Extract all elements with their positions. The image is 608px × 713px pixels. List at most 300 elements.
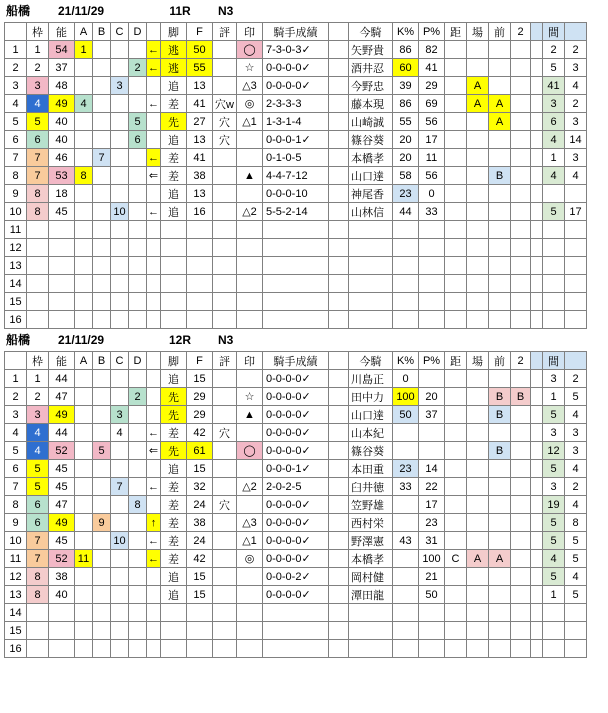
table-row[interactable] [5, 388, 587, 406]
rating-note: 穴 [213, 496, 237, 514]
row-number: 2 [5, 59, 27, 77]
waku-cell: 3 [27, 406, 49, 424]
mark-cell [237, 586, 263, 604]
empty-cell [187, 221, 213, 239]
row-number: 10 [5, 203, 27, 221]
empty-cell [445, 239, 467, 257]
arrow-cell [147, 131, 161, 149]
column-header: 印 [237, 23, 263, 41]
waku-cell: 2 [27, 388, 49, 406]
col-b: 5 [93, 442, 111, 460]
col-a [75, 442, 93, 460]
p-percent: 17 [419, 131, 445, 149]
empty-cell [147, 221, 161, 239]
empty-cell [349, 311, 393, 329]
record-spacer [329, 532, 349, 550]
empty-cell [467, 275, 489, 293]
table-row[interactable] [5, 442, 587, 460]
prev-grade [489, 59, 511, 77]
empty-cell [187, 311, 213, 329]
col-b [93, 568, 111, 586]
f-value: 15 [187, 586, 213, 604]
row-number: 1 [5, 370, 27, 388]
empty-cell [419, 640, 445, 658]
col-d [129, 442, 147, 460]
col-b [93, 77, 111, 95]
jockey-record: 0-0-0-2✓ [263, 568, 329, 586]
row-number: 15 [5, 293, 27, 311]
ability-cell: 48 [49, 77, 75, 95]
table-row[interactable] [5, 550, 587, 568]
gap-1: 1 [543, 149, 565, 167]
distance-grade [445, 203, 467, 221]
waku-cell: 8 [27, 185, 49, 203]
record-spacer [329, 167, 349, 185]
empty-cell [111, 311, 129, 329]
arrow-cell [147, 406, 161, 424]
aida-spacer [531, 460, 543, 478]
empty-cell [565, 257, 587, 275]
rating-note [213, 478, 237, 496]
table-row[interactable] [5, 221, 587, 239]
distance-grade [445, 95, 467, 113]
empty-cell [161, 622, 187, 640]
empty-cell [445, 293, 467, 311]
row-number: 8 [5, 496, 27, 514]
gap-1: 3 [543, 478, 565, 496]
col-a [75, 496, 93, 514]
aida-spacer [531, 131, 543, 149]
track-grade [467, 185, 489, 203]
table-row[interactable] [5, 77, 587, 95]
p-percent: 50 [419, 586, 445, 604]
prev-grade [489, 370, 511, 388]
empty-cell [213, 257, 237, 275]
table-row[interactable] [5, 311, 587, 329]
table-row[interactable] [5, 149, 587, 167]
f-value: 15 [187, 568, 213, 586]
row-number: 5 [5, 113, 27, 131]
race-class: N3 [218, 4, 234, 18]
two-grade [511, 185, 531, 203]
running-style: 差 [161, 149, 187, 167]
col-a [75, 586, 93, 604]
empty-cell [75, 311, 93, 329]
table-row[interactable] [5, 370, 587, 388]
col-b [93, 388, 111, 406]
waku-cell: 8 [27, 568, 49, 586]
mark-cell [237, 370, 263, 388]
jockey-record: 7-3-0-3✓ [263, 41, 329, 59]
table-row[interactable] [5, 113, 587, 131]
ability-cell: 40 [49, 586, 75, 604]
running-style: 差 [161, 496, 187, 514]
jockey-name: 本田重 [349, 460, 393, 478]
column-header [329, 352, 349, 370]
track-grade [467, 406, 489, 424]
k-percent [393, 550, 419, 568]
gap-1: 5 [543, 59, 565, 77]
jockey-record: 0-0-0-0✓ [263, 370, 329, 388]
ability-cell: 37 [49, 59, 75, 77]
arrow-cell: ← [147, 95, 161, 113]
column-header: 評 [213, 23, 237, 41]
record-spacer [329, 370, 349, 388]
record-spacer [329, 95, 349, 113]
two-grade [511, 424, 531, 442]
track-grade [467, 203, 489, 221]
table-row[interactable] [5, 95, 587, 113]
row-number: 1 [5, 41, 27, 59]
track-grade [467, 59, 489, 77]
ability-cell: 49 [49, 406, 75, 424]
track-grade [467, 388, 489, 406]
waku-cell: 5 [27, 478, 49, 496]
table-row[interactable] [5, 640, 587, 658]
table-row[interactable] [5, 622, 587, 640]
waku-cell: 1 [27, 370, 49, 388]
table-row[interactable] [5, 167, 587, 185]
rating-note [213, 460, 237, 478]
ability-cell: 40 [49, 113, 75, 131]
k-percent: 20 [393, 149, 419, 167]
table-row[interactable] [5, 478, 587, 496]
col-b [93, 113, 111, 131]
col-b [93, 586, 111, 604]
row-number: 9 [5, 514, 27, 532]
jockey-name: 臼井徳 [349, 478, 393, 496]
prev-grade [489, 77, 511, 95]
race-header [0, 0, 608, 22]
rating-note: 穴 [213, 131, 237, 149]
running-style: 差 [161, 478, 187, 496]
record-spacer [329, 77, 349, 95]
gap-1: 1 [543, 586, 565, 604]
jockey-record: 0-0-0-0✓ [263, 77, 329, 95]
prev-grade [489, 424, 511, 442]
col-b [93, 167, 111, 185]
mark-cell: ▲ [237, 167, 263, 185]
col-a [75, 149, 93, 167]
row-number: 15 [5, 622, 27, 640]
gap-2: 3 [565, 59, 587, 77]
arrow-cell: ⇐ [147, 167, 161, 185]
k-percent: 55 [393, 113, 419, 131]
two-grade [511, 478, 531, 496]
empty-cell [511, 604, 531, 622]
running-style: 先 [161, 442, 187, 460]
empty-cell [393, 221, 419, 239]
table-row[interactable] [5, 568, 587, 586]
aida-spacer [531, 514, 543, 532]
col-a: 4 [75, 95, 93, 113]
empty-cell [27, 257, 49, 275]
two-grade [511, 460, 531, 478]
table-row[interactable] [5, 257, 587, 275]
track-grade [467, 532, 489, 550]
waku-cell: 4 [27, 95, 49, 113]
empty-cell [393, 311, 419, 329]
column-header: 場 [467, 23, 489, 41]
empty-cell [49, 604, 75, 622]
aida-spacer [531, 95, 543, 113]
mark-cell: △1 [237, 532, 263, 550]
aida-spacer [531, 41, 543, 59]
empty-cell [49, 293, 75, 311]
arrow-cell: ← [147, 550, 161, 568]
col-c: 10 [111, 532, 129, 550]
two-grade [511, 550, 531, 568]
table-row[interactable] [5, 496, 587, 514]
col-b [93, 550, 111, 568]
table-row[interactable] [5, 460, 587, 478]
jockey-name: 山口達 [349, 406, 393, 424]
rating-note [213, 388, 237, 406]
jockey-record: 0-0-0-0✓ [263, 59, 329, 77]
empty-cell [263, 257, 329, 275]
arrow-cell [147, 586, 161, 604]
empty-cell [511, 239, 531, 257]
column-header: P% [419, 23, 445, 41]
empty-cell [565, 622, 587, 640]
empty-cell [543, 604, 565, 622]
empty-cell [531, 239, 543, 257]
empty-cell [147, 622, 161, 640]
col-b [93, 460, 111, 478]
row-number: 13 [5, 257, 27, 275]
p-percent: 22 [419, 478, 445, 496]
distance-grade [445, 514, 467, 532]
rating-note [213, 149, 237, 167]
table-row[interactable] [5, 514, 587, 532]
gap-1: 5 [543, 514, 565, 532]
waku-cell: 6 [27, 496, 49, 514]
col-b [93, 406, 111, 424]
col-c [111, 496, 129, 514]
empty-cell [393, 640, 419, 658]
two-grade [511, 370, 531, 388]
ability-cell: 49 [49, 95, 75, 113]
p-percent [419, 442, 445, 460]
prev-grade [489, 149, 511, 167]
col-b [93, 532, 111, 550]
empty-cell [111, 221, 129, 239]
k-percent: 100 [393, 388, 419, 406]
empty-cell [75, 293, 93, 311]
column-header: 距 [445, 23, 467, 41]
empty-cell [349, 293, 393, 311]
k-percent: 23 [393, 185, 419, 203]
empty-cell [237, 311, 263, 329]
table-row[interactable] [5, 59, 587, 77]
empty-cell [543, 311, 565, 329]
table-row[interactable] [5, 293, 587, 311]
empty-cell [75, 239, 93, 257]
table-row[interactable] [5, 532, 587, 550]
column-header [565, 352, 587, 370]
jockey-name: 潭田龍 [349, 586, 393, 604]
running-style: 先 [161, 388, 187, 406]
empty-cell [93, 311, 111, 329]
col-d [129, 460, 147, 478]
running-style: 先 [161, 113, 187, 131]
two-grade [511, 149, 531, 167]
empty-cell [213, 640, 237, 658]
column-header [5, 352, 27, 370]
mark-cell [237, 496, 263, 514]
column-header: 距 [445, 352, 467, 370]
empty-cell [565, 640, 587, 658]
col-d [129, 41, 147, 59]
prev-grade: B [489, 167, 511, 185]
col-d [129, 149, 147, 167]
row-number: 2 [5, 388, 27, 406]
distance-grade [445, 388, 467, 406]
col-a [75, 460, 93, 478]
table-row[interactable] [5, 41, 587, 59]
aida-spacer [531, 370, 543, 388]
table-row[interactable] [5, 586, 587, 604]
distance-grade [445, 532, 467, 550]
empty-cell [565, 311, 587, 329]
empty-cell [445, 311, 467, 329]
waku-cell: 6 [27, 131, 49, 149]
column-header: D [129, 23, 147, 41]
empty-cell [349, 622, 393, 640]
mark-cell: ▲ [237, 406, 263, 424]
column-header: 騎手成績 [263, 23, 329, 41]
f-value: 41 [187, 149, 213, 167]
col-c [111, 586, 129, 604]
race-class: N3 [218, 333, 234, 347]
aida-spacer [531, 77, 543, 95]
empty-cell [263, 640, 329, 658]
table-row[interactable] [5, 239, 587, 257]
empty-cell [419, 311, 445, 329]
empty-cell [237, 622, 263, 640]
column-header: K% [393, 352, 419, 370]
running-style: 差 [161, 550, 187, 568]
aida-spacer [531, 113, 543, 131]
empty-cell [213, 293, 237, 311]
record-spacer [329, 460, 349, 478]
empty-cell [511, 275, 531, 293]
waku-cell: 5 [27, 113, 49, 131]
mark-cell [237, 185, 263, 203]
empty-cell [489, 311, 511, 329]
p-percent: 37 [419, 406, 445, 424]
gap-1: 5 [543, 532, 565, 550]
p-percent: 0 [419, 185, 445, 203]
column-header [329, 23, 349, 41]
empty-cell [147, 293, 161, 311]
table-row[interactable] [5, 275, 587, 293]
empty-cell [147, 257, 161, 275]
empty-cell [419, 293, 445, 311]
column-header: 能 [49, 352, 75, 370]
empty-cell [393, 275, 419, 293]
empty-cell [129, 221, 147, 239]
prev-grade [489, 532, 511, 550]
f-value: 15 [187, 460, 213, 478]
column-header: D [129, 352, 147, 370]
col-c [111, 460, 129, 478]
col-d [129, 532, 147, 550]
two-grade [511, 406, 531, 424]
table-row[interactable] [5, 424, 587, 442]
table-row[interactable] [5, 185, 587, 203]
gap-2: 5 [565, 586, 587, 604]
distance-grade [445, 149, 467, 167]
gap-1: 4 [543, 131, 565, 149]
empty-cell [75, 275, 93, 293]
jockey-record: 0-0-0-0✓ [263, 514, 329, 532]
empty-cell [531, 293, 543, 311]
race-header [0, 329, 608, 351]
table-row[interactable] [5, 203, 587, 221]
two-grade [511, 59, 531, 77]
col-c [111, 167, 129, 185]
jockey-name: 野澤憲 [349, 532, 393, 550]
column-header: 間 [543, 352, 565, 370]
rating-note [213, 586, 237, 604]
waku-cell: 2 [27, 59, 49, 77]
arrow-cell [147, 460, 161, 478]
jockey-name: 本橋孝 [349, 149, 393, 167]
track-grade [467, 41, 489, 59]
empty-cell [147, 275, 161, 293]
k-percent: 58 [393, 167, 419, 185]
column-header: 今騎 [349, 23, 393, 41]
running-style: 追 [161, 586, 187, 604]
arrow-cell: ← [147, 478, 161, 496]
column-header: B [93, 352, 111, 370]
empty-cell [489, 239, 511, 257]
two-grade [511, 113, 531, 131]
table-row[interactable] [5, 406, 587, 424]
col-a [75, 568, 93, 586]
track-grade [467, 478, 489, 496]
empty-cell [213, 221, 237, 239]
empty-cell [565, 604, 587, 622]
gap-2: 4 [565, 167, 587, 185]
column-header: 印 [237, 352, 263, 370]
gap-2 [565, 185, 587, 203]
k-percent: 0 [393, 370, 419, 388]
arrow-cell: ← [147, 203, 161, 221]
f-value: 29 [187, 406, 213, 424]
k-percent: 86 [393, 41, 419, 59]
column-header: C [111, 23, 129, 41]
empty-cell [531, 257, 543, 275]
rating-note [213, 406, 237, 424]
rating-note [213, 568, 237, 586]
record-spacer [329, 586, 349, 604]
track-grade [467, 586, 489, 604]
ability-cell: 44 [49, 370, 75, 388]
col-d: 2 [129, 388, 147, 406]
empty-cell [49, 311, 75, 329]
track-grade [467, 496, 489, 514]
jockey-record: 0-0-0-0✓ [263, 442, 329, 460]
row-number: 7 [5, 149, 27, 167]
col-a [75, 388, 93, 406]
table-row[interactable] [5, 131, 587, 149]
jockey-name: 今野忠 [349, 77, 393, 95]
table-row[interactable] [5, 604, 587, 622]
empty-cell [543, 640, 565, 658]
empty-cell [511, 257, 531, 275]
